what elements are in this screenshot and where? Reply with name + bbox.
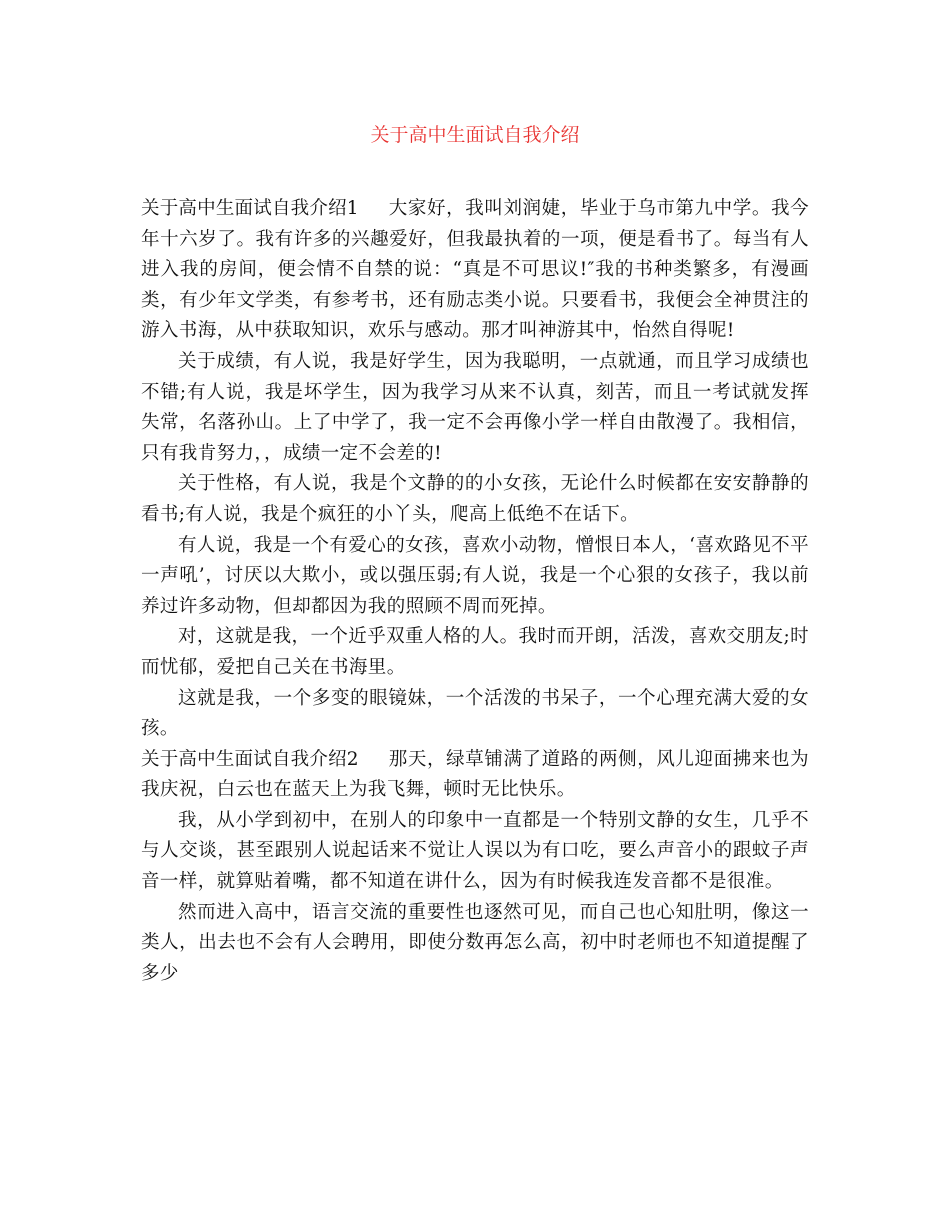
paragraph: 有人说，我是一个有爱心的女孩，喜欢小动物，憎恨日本人，‘喜欢路见不平一声吼’，讨厌以大欺小，或以强压弱;有人说，我是一个心狠的女孩子，我以前养过许多动物，但却都因为我的照顾不周而死掉。 <box>141 534 809 617</box>
paragraph: 关于性格，有人说，我是个文静的的小女孩，无论什么时候都在安安静静的看书;有人说，我是个疯狂的小丫头，爬高上低绝不在话下。 <box>141 473 809 525</box>
paragraph: 我，从小学到初中，在别人的印象中一直都是一个特别文静的女生，几乎不与人交谈，甚至跟别人说起话来不觉让人误以为有口吃，要么声音小的跟蚊子声音一样，就算贴着嘴，都不知道在讲什么，因为有时候我连发音都不是很准。 <box>141 809 809 893</box>
section-1-lead-paragraph <box>141 194 809 347</box>
section-heading: 关于高中生面试自我介绍1 <box>141 198 359 219</box>
section-lead-text: 那天，绿草铺满了道路的两侧，风儿迎面拂来也为我庆祝，白云也在蓝天上为我飞舞，顿时无比快乐。 <box>141 748 809 801</box>
section-lead-text: 大家好，我叫刘润婕，毕业于乌市第九中学。我今年十六岁了。我有许多的兴趣爱好，但我最执着的一项，便是看书了。每当有人进入我的房间，便会情不自禁的说：“真是不可思议!″我的书种类繁多，有漫画类，有少年文学类，有参考书，还有励志类小说。只要看书，我便会全神贯注的游入书海，从中获取知识，欢乐与感动。那才叫神游其中，怡然自得呢! <box>141 198 809 342</box>
document-title: 关于高中生面试自我介绍 <box>370 124 580 146</box>
section-2-lead-paragraph <box>141 745 809 806</box>
section-heading: 关于高中生面试自我介绍2 <box>141 748 359 770</box>
paragraph: 这就是我，一个多变的眼镜妹，一个活泼的书呆子，一个心理充满大爱的女孩。 <box>141 687 809 740</box>
paragraph: 对，这就是我，一个近乎双重人格的人。我时而开朗，活泼，喜欢交朋友;时而忧郁，爱把自己关在书海里。 <box>141 626 809 678</box>
paragraph: 然而进入高中，语言交流的重要性也逐然可见，而自己也心知肚明，像这一类人，出去也不会有人会聘用，即使分数再怎么高，初中时老师也不知道提醒了多少 <box>141 901 809 984</box>
paragraph: 关于成绩，有人说，我是好学生，因为我聪明，一点就通，而且学习成绩也不错;有人说，我是坏学生，因为我学习从来不认真，刻苦，而且一考试就发挥失常，名落孙山。上了中学了，我一定不会再像小学一样自由散漫了。我相信，只有我肯努力，，成绩一定不会差的! <box>141 350 809 464</box>
document-body <box>141 194 809 989</box>
